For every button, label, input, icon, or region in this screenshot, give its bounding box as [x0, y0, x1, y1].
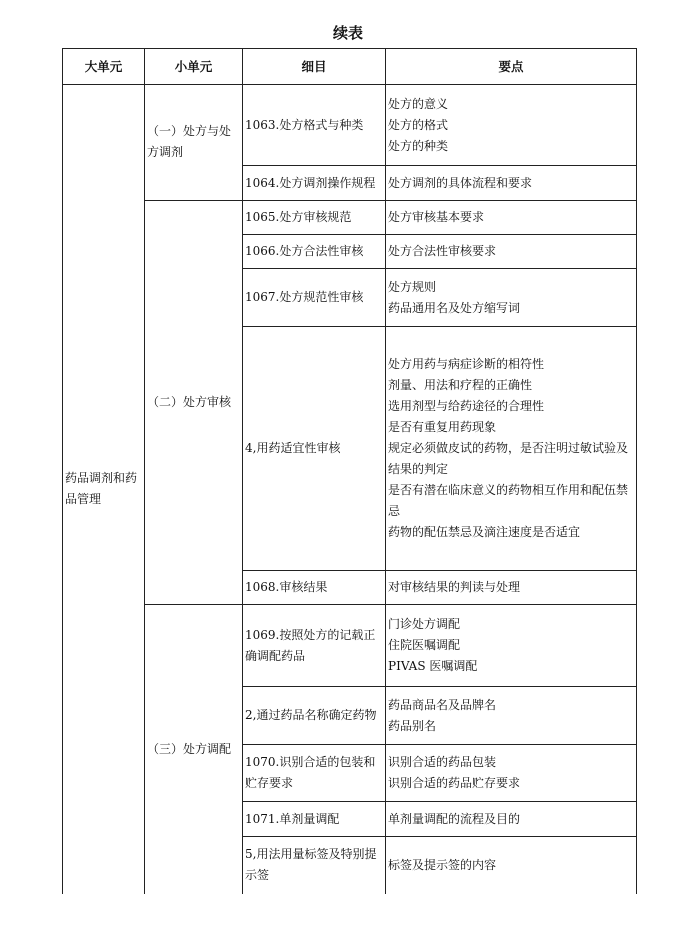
- point-text: 处方合法性审核要求: [388, 244, 497, 258]
- subunit-cell: （三）处方调配: [145, 605, 243, 894]
- page-title: 续表: [332, 24, 363, 42]
- points-cell: [386, 85, 637, 166]
- big-unit-cell: 药品调剂和药品管理: [63, 85, 145, 894]
- table-header-row: [63, 49, 637, 85]
- header-item: 细目: [243, 49, 386, 85]
- point-text: 对审核结果的判读与处理: [388, 580, 521, 594]
- point-text: 药品通用名及处方缩写词: [388, 300, 521, 315]
- point-text: 处方用药与病症诊断的相符性: [388, 357, 545, 371]
- points-cell: [386, 201, 637, 235]
- point-text: 处方规则: [388, 279, 437, 294]
- item-cell: 2,通过药品名称确定药物: [243, 687, 386, 745]
- point-text: 处方调剂的具体流程和要求: [388, 175, 533, 190]
- point-text: 处方的意义: [388, 96, 449, 111]
- point-text: 识别合适的药品贮存要求: [388, 776, 521, 790]
- item-cell: 1068.审核结果: [243, 571, 386, 605]
- points-cell: [386, 327, 637, 571]
- point-text: 处方的种类: [388, 138, 449, 153]
- points-cell: [386, 802, 637, 837]
- header-sub-unit: 小单元: [145, 49, 243, 85]
- point-text: 药品商品名及品牌名: [388, 697, 497, 712]
- points-cell: [386, 605, 637, 687]
- item-cell: 5,用法用量标签及特别提示签: [243, 837, 386, 894]
- points-cell: [386, 745, 637, 802]
- syllabus-table: [62, 48, 637, 894]
- header-points: 要点: [386, 49, 637, 85]
- point-text: 是否有潜在临床意义的药物相互作用和配伍禁忌: [388, 483, 629, 518]
- points-cell: [386, 166, 637, 201]
- points-cell: [386, 571, 637, 605]
- point-text: 标签及提示签的内容: [388, 857, 497, 872]
- point-text: 药物的配伍禁忌及滴注速度是否适宜: [388, 525, 581, 539]
- point-text: 剂量、用法和疗程的正确性: [388, 378, 533, 392]
- item-cell: 1063.处方格式与种类: [243, 85, 386, 166]
- header-big-unit: 大单元: [63, 49, 145, 85]
- point-text: 规定必须做皮试的药物，是否注明过敏试验及结果的判定: [388, 441, 629, 476]
- point-text: 药品别名: [388, 718, 437, 733]
- item-cell: 1067.处方规范性审核: [243, 269, 386, 327]
- table-row: [63, 201, 637, 235]
- points-cell: [386, 269, 637, 327]
- points-cell: [386, 687, 637, 745]
- points-cell: [386, 837, 637, 894]
- table-row: [63, 605, 637, 687]
- table-row: [63, 85, 637, 166]
- item-cell: 1069.按照处方的记载正确调配药品: [243, 605, 386, 687]
- item-cell: 1064.处方调剂操作规程: [243, 166, 386, 201]
- subunit-cell: （二）处方审核: [145, 201, 243, 605]
- point-text: 识别合适的药品包装: [388, 755, 497, 769]
- item-cell: 1066.处方合法性审核: [243, 235, 386, 269]
- point-text: 住院医嘱调配: [388, 638, 461, 652]
- point-text: PIVAS 医嘱调配: [388, 659, 478, 673]
- item-cell: 1070.识别合适的包装和贮存要求: [243, 745, 386, 802]
- point-text: 选用剂型与给药途径的合理性: [388, 399, 545, 413]
- subunit-cell: （一）处方与处方调剂: [145, 85, 243, 201]
- point-text: 门诊处方调配: [388, 617, 461, 631]
- item-cell: 4,用药适宜性审核: [243, 327, 386, 571]
- point-text: 是否有重复用药现象: [388, 420, 497, 434]
- item-cell: 1071.单剂量调配: [243, 802, 386, 837]
- points-cell: [386, 235, 637, 269]
- point-text: 处方审核基本要求: [388, 210, 485, 224]
- point-text: 单剂量调配的流程及目的: [388, 811, 521, 826]
- item-cell: 1065.处方审核规范: [243, 201, 386, 235]
- point-text: 处方的格式: [388, 117, 449, 132]
